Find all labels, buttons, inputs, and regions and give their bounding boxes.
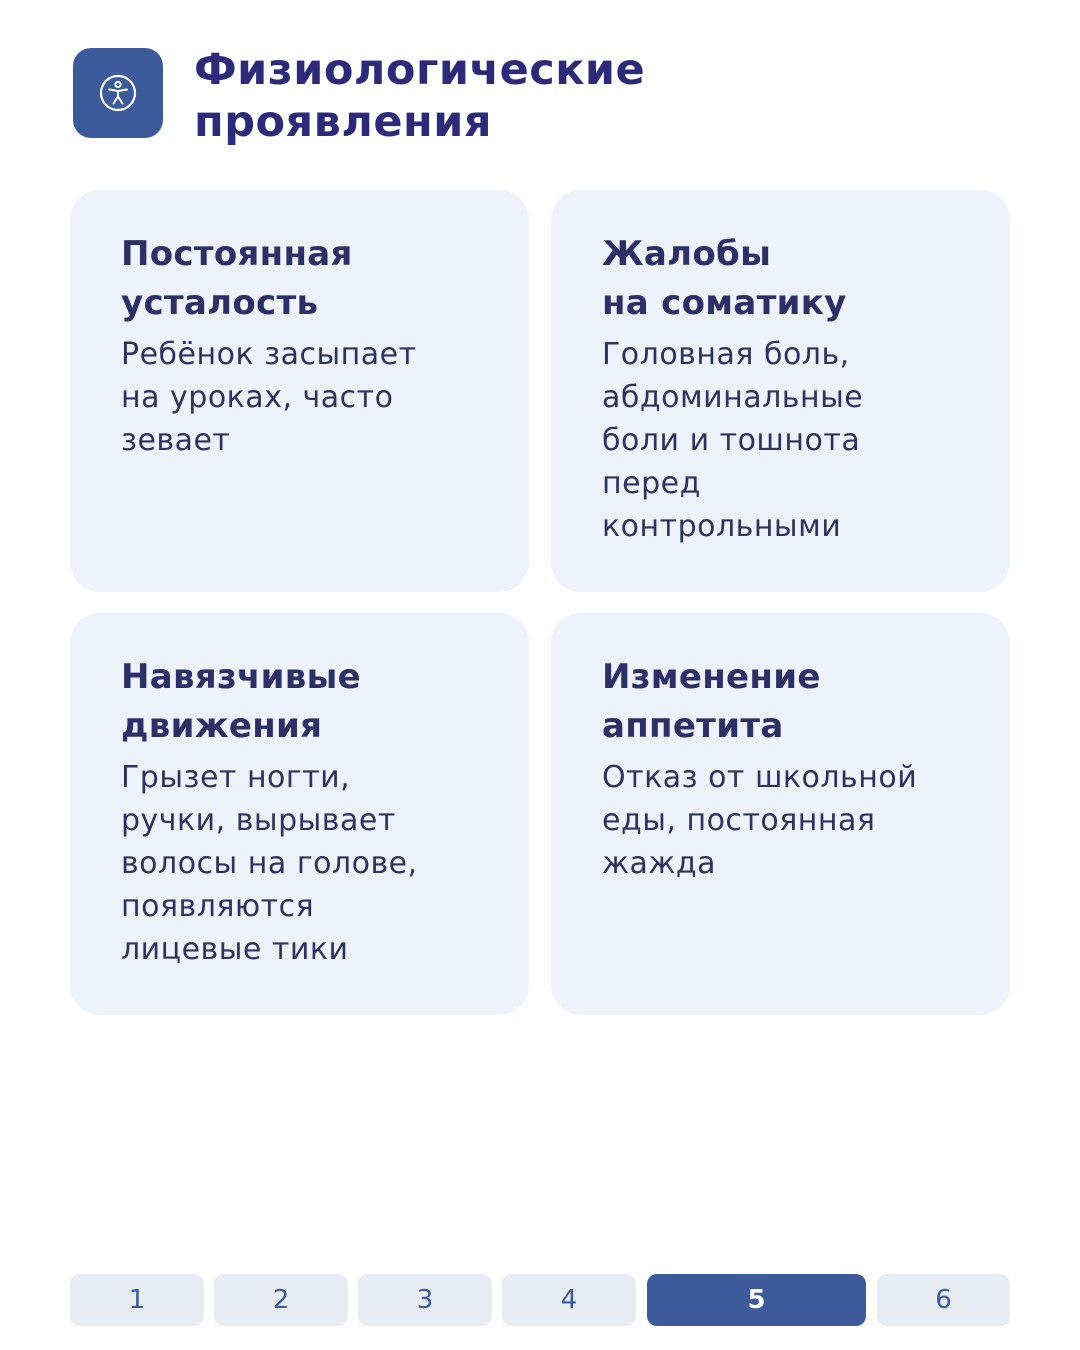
- page-button-6[interactable]: 6: [877, 1274, 1010, 1326]
- card-text: Ребёнок засыпает на уроках, часто зевает: [121, 337, 417, 458]
- card-title: Жалобы на соматику: [602, 234, 847, 323]
- card-appetite: [551, 613, 1010, 1015]
- card-title: Изменение аппетита: [602, 657, 821, 746]
- page-title: Физиологические проявления: [194, 45, 646, 147]
- card-somatic: [551, 190, 1010, 592]
- page-button-1[interactable]: 1: [70, 1274, 204, 1326]
- accessibility-icon: [73, 48, 163, 138]
- page-header: [73, 45, 646, 148]
- page-button-5-current[interactable]: 5: [647, 1274, 866, 1326]
- accessibility-icon-glyph: [98, 73, 138, 113]
- card-title: Навязчивые движения: [121, 657, 361, 746]
- card-fatigue: [70, 190, 529, 592]
- page-button-4[interactable]: 4: [502, 1274, 636, 1326]
- card-text: Грызет ногти, ручки, вырывает волосы на голове, появляются лицевые тики: [121, 760, 418, 967]
- card-movements: [70, 613, 529, 1015]
- page-button-2[interactable]: 2: [214, 1274, 348, 1326]
- card-title: Постоянная усталость: [121, 234, 353, 323]
- card-text: Отказ от школьной еды, постоянная жажда: [602, 760, 918, 881]
- card-text: Головная боль, абдоминальные боли и тошнота перед контрольными: [602, 337, 864, 544]
- page-button-3[interactable]: 3: [358, 1274, 492, 1326]
- pagination: [70, 1274, 1010, 1326]
